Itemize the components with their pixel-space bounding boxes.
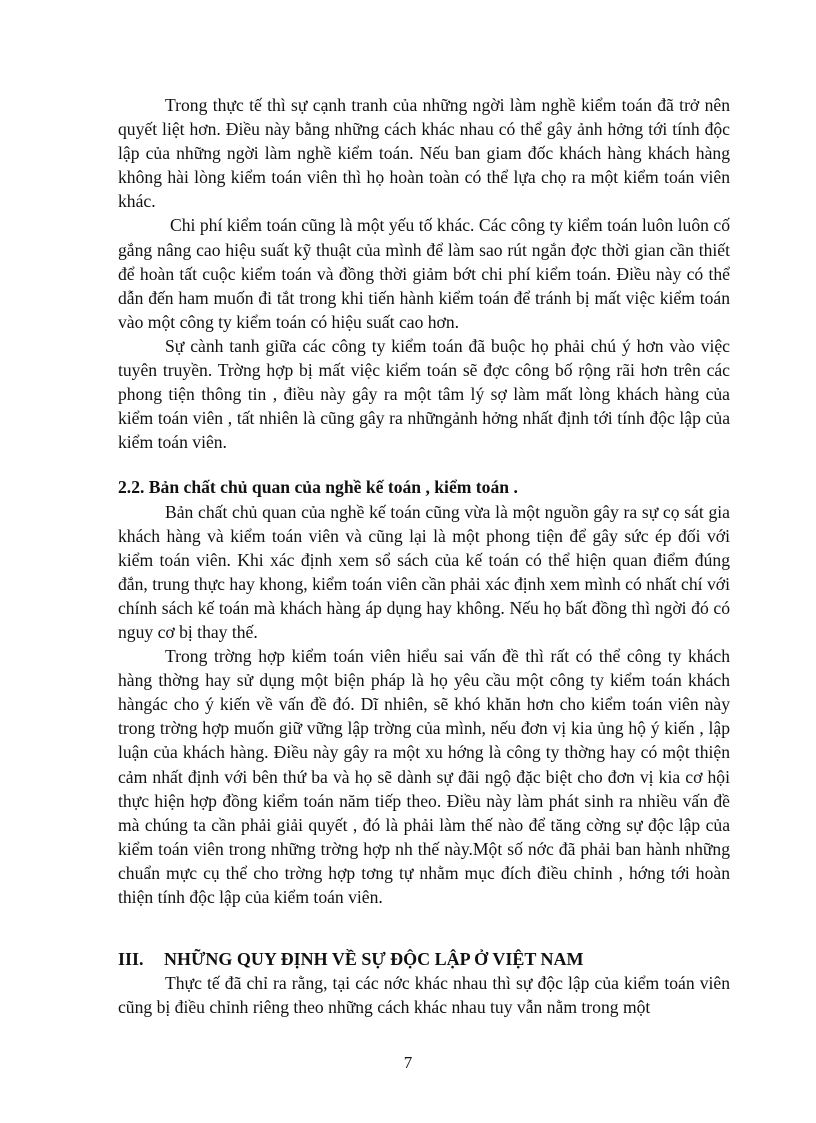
section-number: III. <box>118 949 144 970</box>
section-heading-III <box>118 947 730 971</box>
page-number: 7 <box>403 1053 413 1072</box>
section-heading-2-2: 2.2. Bản chất chủ quan của nghề kế toán , kiểm toán . <box>118 477 518 498</box>
page-body <box>118 93 730 1019</box>
paragraph-misunderstanding: Trong trờng hợp kiểm toán viên hiểu sai vấn đề thì rất có thể công ty khách hàng thờng hay sử dụng một biện pháp là họ yêu cầu một công ty kiểm toán khách hàngác cho ý kiến về vấn đề đó. Dĩ nhiên, sẽ khó khăn hơn cho kiểm toán viên này trong trờng hợp muốn giữ vững lập trờng của mình, nếu đơn vị kia ủng hộ ý kiến , lập luận của khách hàng. Điều này gây ra một xu hớng là công ty thờng hay có một thiện cảm nhất định với bên thứ ba và họ sẽ dành sự đãi ngộ đặc biệt cho đơn vị kia cơ hội thực hiện hợp đồng kiểm toán năm tiếp theo. Điều này làm phát sinh ra nhiều vấn đề mà chúng ta cần phải giải quyết , đó là phải làm thế nào để tăng cờng sự độc lập của kiểm toán viên trong những trờng hợp nh thế này.Một số nớc đã phải ban hành những chuẩn mực cụ thể cho trờng hợp tơng tự nhằm mục đích điều chỉnh , hớng tới hoàn thiện tính độc lập của kiểm toán viên. <box>118 646 730 907</box>
paragraph-publicity: Sự cành tanh giữa các công ty kiểm toán đã buộc họ phải chú ý hơn vào việc tuyên truyền. Trờng hợp bị mất việc kiểm toán sẽ đợc công bố rộng rãi hơn trên các phong tiện thông tin , điều này gây ra một tâm lý sợ làm mất lòng khách hàng của kiểm toán viên , tất nhiên là cũng gây ra nhữngảnh hởng nhất định tới tính độc lập của kiểm toán viên. <box>118 335 730 453</box>
section-title: NHỮNG QUY ĐỊNH VỀ SỰ ĐỘC LẬP Ở VIỆT NAM <box>164 949 584 970</box>
paragraph-vietnam-regulations: Thực tế đã chỉ ra rằng, tại các nớc khác nhau thì sự độc lập của kiểm toán viên cũng bị điều chỉnh riêng theo những cách khác nhau tuy vẫn nằm trong một <box>118 973 730 1018</box>
paragraph-subjective-nature: Bản chất chủ quan của nghề kế toán cũng vừa là một nguồn gây ra sự cọ sát gia khách hàng và kiểm toán viên và cũng lại là một phong tiện để gây sức ép đối với kiểm toán viên. Khi xác định xem sổ sách của kế toán có thể hiện quan điểm đúng đắn, trung thực hay khong, kiểm toán viên cần phải xác định xem mình có nhất chí với chính sách kế toán mà khách hàng áp dụng hay không. Nếu họ bất đồng thì ngời đó có nguy cơ bị thay thế. <box>118 501 730 642</box>
paragraph-audit-cost: Chi phí kiểm toán cũng là một yếu tố khác. Các công ty kiểm toán luôn luôn cố gắng nâng cao hiệu suất kỹ thuật của mình để làm sao rút ngắn đợc thời gian cần thiết để hoàn tất cuộc kiểm toán và đồng thời giảm bớt chi phí kiểm toán. Điều này có thể dẫn đến ham muốn đi tắt trong khi tiến hành kiểm toán để tránh bị mất việc kiểm toán vào một công ty kiểm toán có hiệu suất cao hơn. <box>118 215 730 332</box>
paragraph-competition: Trong thực tế thì sự cạnh tranh của những ngời làm nghề kiểm toán đã trở nên quyết liệt hơn. Điều này bằng những cách khác nhau có thể gây ảnh hởng tới tính độc lập của những ngời làm nghề kiểm toán. Nếu ban giam đốc khách hàng khách hàng không hài lòng kiểm toán viên thì họ hoàn toàn có thể lựa chọ ra một kiểm toán viên khác. <box>118 95 730 212</box>
